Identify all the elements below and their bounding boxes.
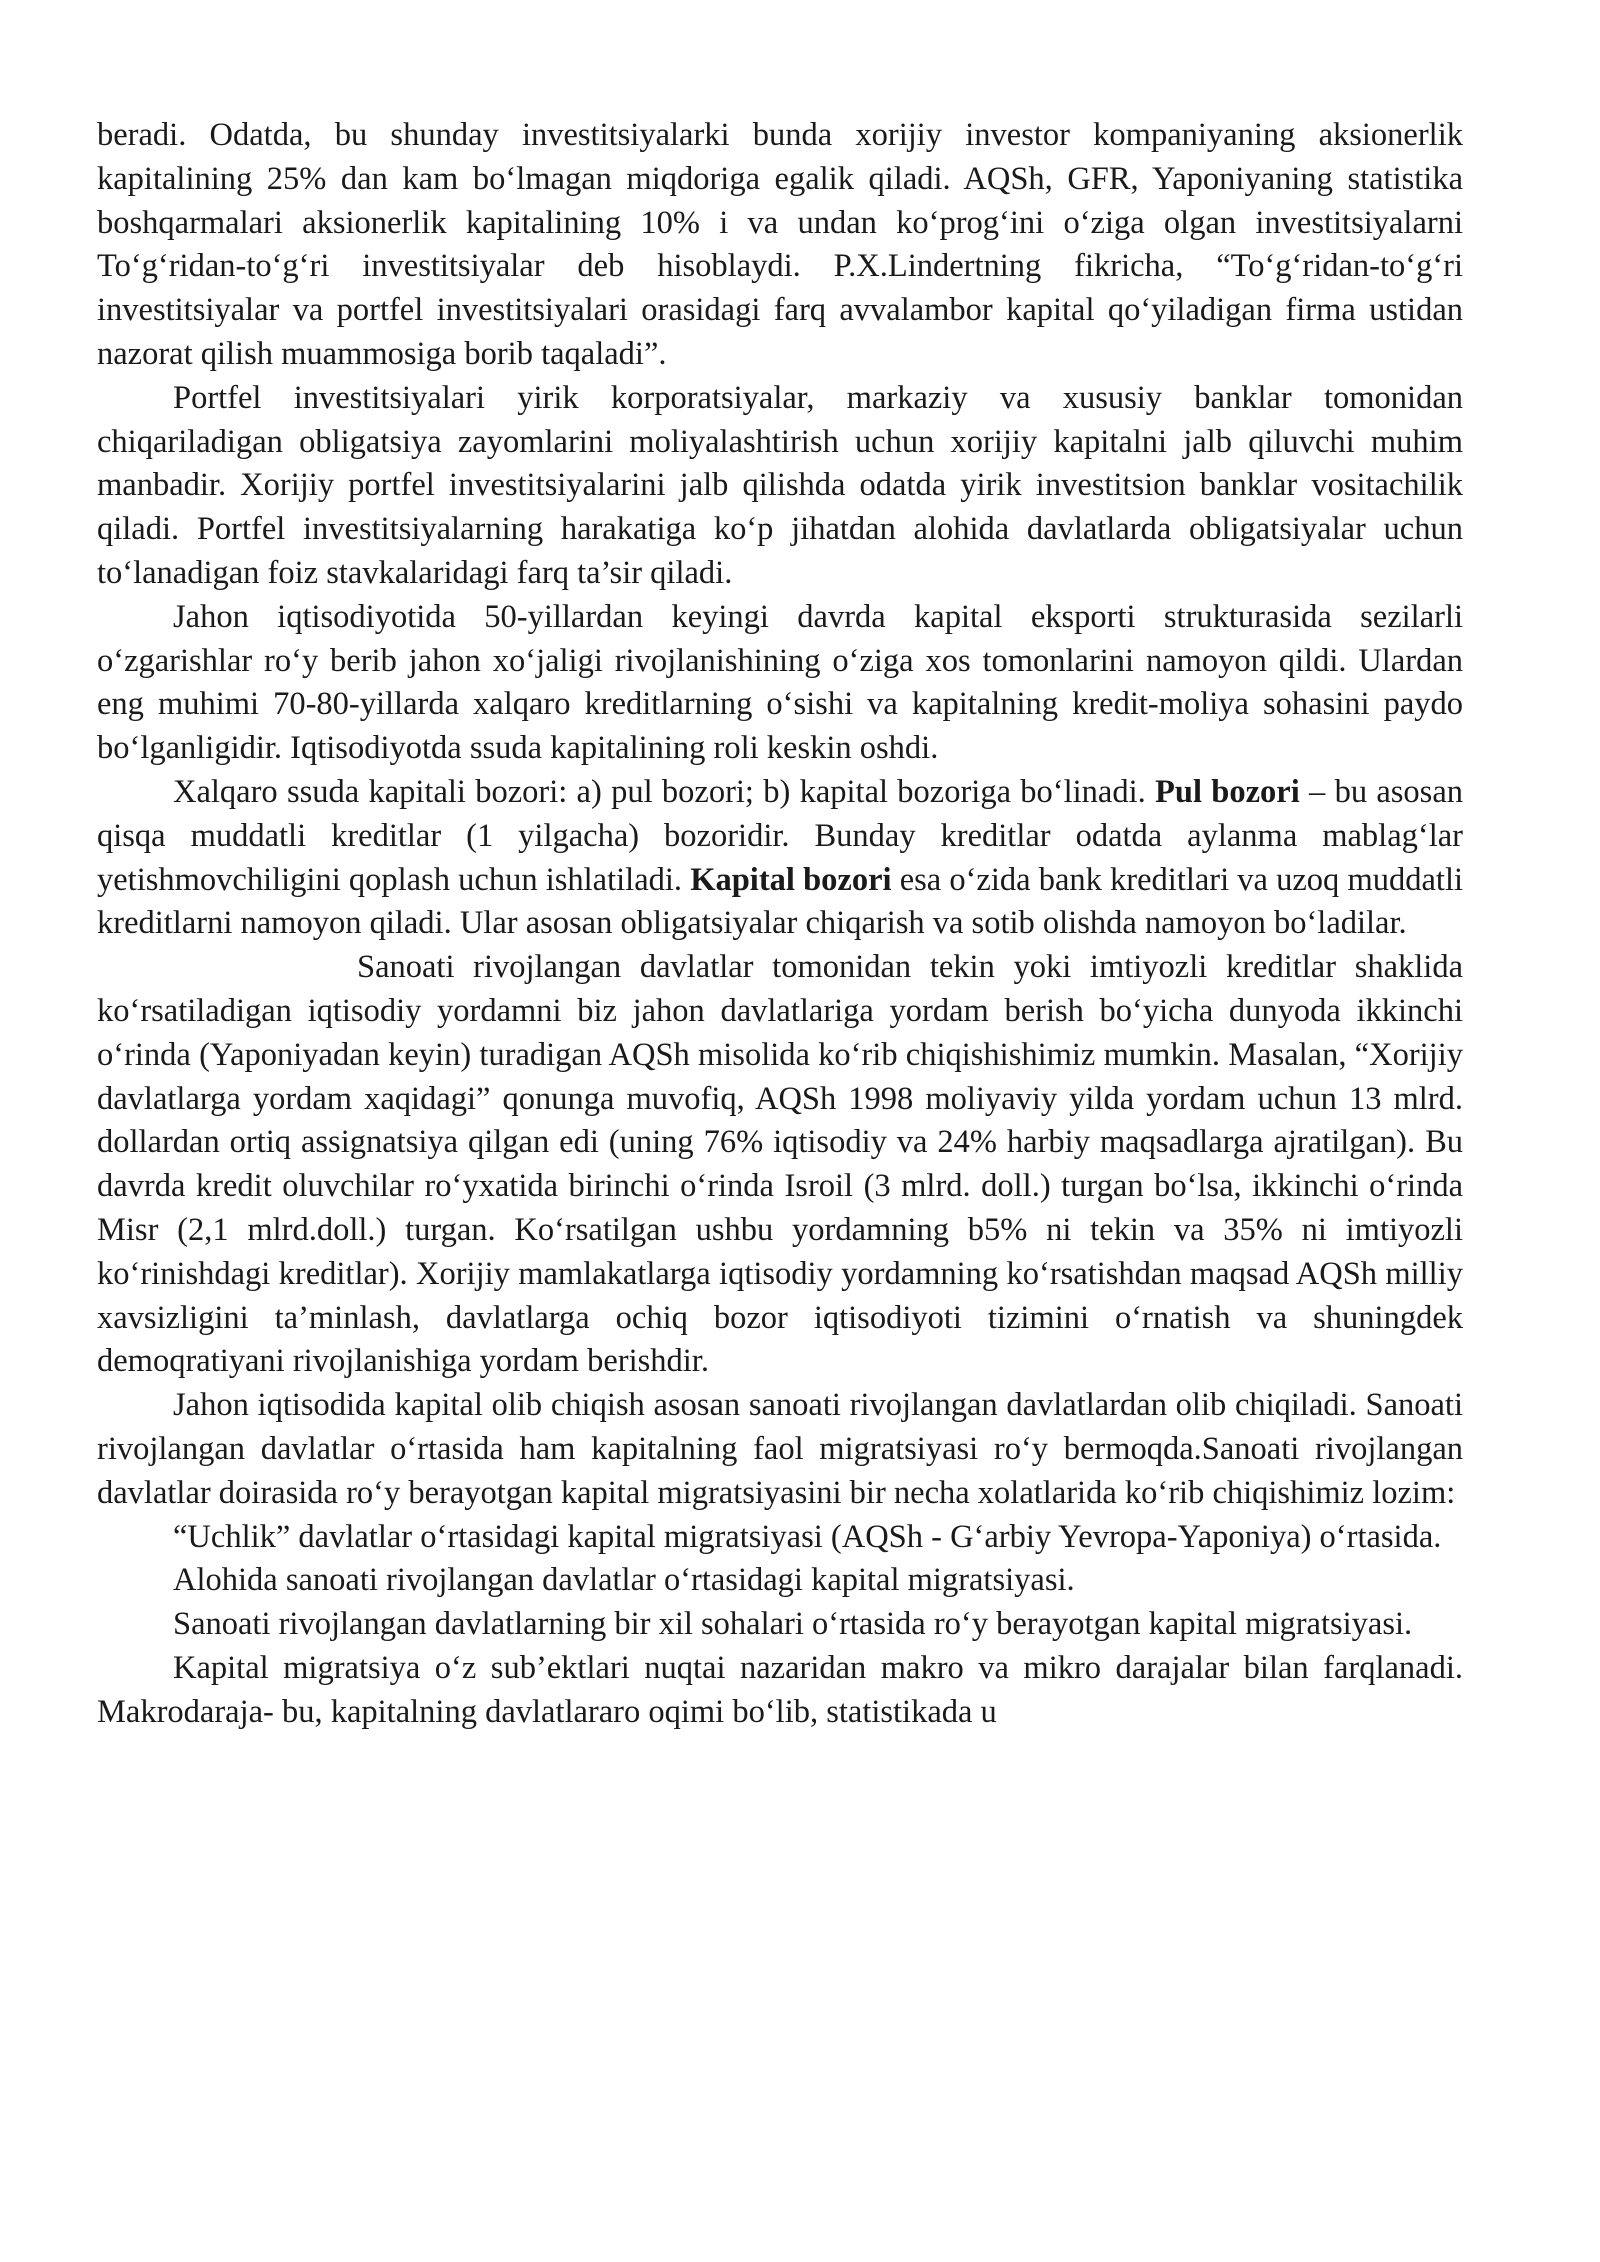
paragraph-5: Sanoati rivojlangan davlatlar tomonidan tekin yoki imtiyozli kreditlar shaklida ko‘rsatiladigan iqtisodiy yordamni biz jahon davlatlariga yordam berish bo‘yicha dunyoda ikkinchi o‘rinda (Yaponiyadan keyin) turadigan AQSh misolida ko‘rib chiqishishimiz mumkin. Masalan, “Xorijiy davlatlarga yordam xaqidagi” qonunga muvofiq, AQSh 1998 moliyaviy yilda yordam uchun 13 mlrd. dollardan ortiq assignatsiya qilgan edi (uning 76% iqtisodiy va 24% harbiy maqsadlarga ajratilgan). Bu davrda kredit oluvchilar ro‘yxatida birinchi o‘rinda Isroil (3 mlrd. doll.) turgan bo‘lsa, ikkinchi o‘rinda Misr (2,1 mlrd.doll.) turgan. Ko‘rsatilgan ushbu yordamning b5% ni tekin va 35% ni imtiyozli ko‘rinishdagi kreditlar). Xorijiy mamlakatlarga iqtisodiy yordamning ko‘rsatishdan maqsad AQSh milliy xavsizligini ta’minlash, davlatlarga ochiq bozor iqtisodiyoti tizimini o‘rnatish va shuningdek demoqratiyani rivojlanishiga yordam berishdir. [97,949,1463,1380]
term-pul-bozori: Pul bozori [1155,773,1300,810]
paragraph-8: Alohida sanoati rivojlangan davlatlar o‘rtasidagi kapital migratsiyasi. [173,1562,1075,1599]
paragraph-9: Sanoati rivojlangan davlatlarning bir xil sohalari o‘rtasida ro‘y berayotgan kapital migratsiyasi. [173,1606,1413,1643]
term-kapital-bozori: Kapital bozori [690,861,892,898]
paragraph-4 [97,771,1463,946]
paragraph-4-text-c: – bu asosan qisqa muddatli kreditlar (1 yilgacha) bozoridir. Bunday kreditlar odatda aylanma mablag‘lar yetishmovchiligini qoplash uchun ishlatiladi. [97,773,1463,898]
paragraph-4-text-a: Xalqaro ssuda kapitali bozori: a) pul bozori; b) kapital bozoriga bo‘linadi. [173,773,1156,810]
paragraph-2: Portfel investitsiyalari yirik korporatsiyalar, markaziy va xususiy banklar tomonidan chiqariladigan obligatsiya zayomlarini moliyalashtirish uchun xorijiy kapitalni jalb qiluvchi muhim manbadir. Xorijiy portfel investitsiyalarini jalb qilishda odatda yirik investitsion banklar vositachilik qiladi. Portfel investitsiyalarning harakatiga ko‘p jihatdan alohida davlatlarda obligatsiyalar uchun to‘lanadigan foiz stavkalaridagi farq ta’sir qiladi. [97,379,1463,591]
paragraph-6: Jahon iqtisodida kapital olib chiqish asosan sanoati rivojlangan davlatlardan olib chiqiladi. Sanoati rivojlangan davlatlar o‘rtasida ham kapitalning faol migratsiyasi ro‘y bermoqda.Sanoati rivojlangan davlatlar doirasida ro‘y berayotgan kapital migratsiyasini bir necha xolatlarida ko‘rib chiqishimiz lozim: [97,1387,1463,1511]
paragraph-10: Kapital migratsiya o‘z sub’ektlari nuqtai nazaridan makro va mikro darajalar bilan farqlanadi. Makrodaraja- bu, kapitalning davlatlararo oqimi bo‘lib, statistikada u [97,1649,1463,1730]
document-page [97,114,1463,1734]
paragraph-3: Jahon iqtisodiyotida 50-yillardan keyingi davrda kapital eksporti strukturasida sezilarli o‘zgarishlar ro‘y berib jahon xo‘jaligi rivojlanishining o‘ziga xos tomonlarini namoyon qildi. Ulardan eng muhimi 70-80-yillarda xalqaro kreditlarning o‘sishi va kapitalning kredit-moliya sohasini paydo bo‘lganligidir. Iqtisodiyotda ssuda kapitalining roli keskin oshdi. [97,598,1463,767]
paragraph-1: beradi. Odatda, bu shunday investitsiyalarki bunda xorijiy investor kompaniyaning aksionerlik kapitalining 25% dan kam bo‘lmagan miqdoriga egalik qiladi. AQSh, GFR, Yaponiyaning statistika boshqarmalari aksionerlik kapitalining 10% i va undan ko‘prog‘ini o‘ziga olgan investitsiyalarni To‘g‘ridan-to‘g‘ri investitsiyalar deb hisoblaydi. P.X.Lindertning fikricha, “To‘g‘ridan-to‘g‘ri investitsiyalar va portfel investitsiyalari orasidagi farq avvalambor kapital qo‘yiladigan firma ustidan nazorat qilish muammosiga borib taqaladi”. [97,117,1463,372]
paragraph-4-text-e: esa o‘zida bank kreditlari va uzoq muddatli kreditlarni namoyon qiladi. Ular asosan obligatsiyalar chiqarish va sotib olishda namoyon bo‘ladilar. [97,861,1464,942]
paragraph-7: “Uchlik” davlatlar o‘rtasidagi kapital migratsiyasi (AQSh - G‘arbiy Yevropa-Yaponiya) o‘rtasida. [173,1518,1442,1555]
